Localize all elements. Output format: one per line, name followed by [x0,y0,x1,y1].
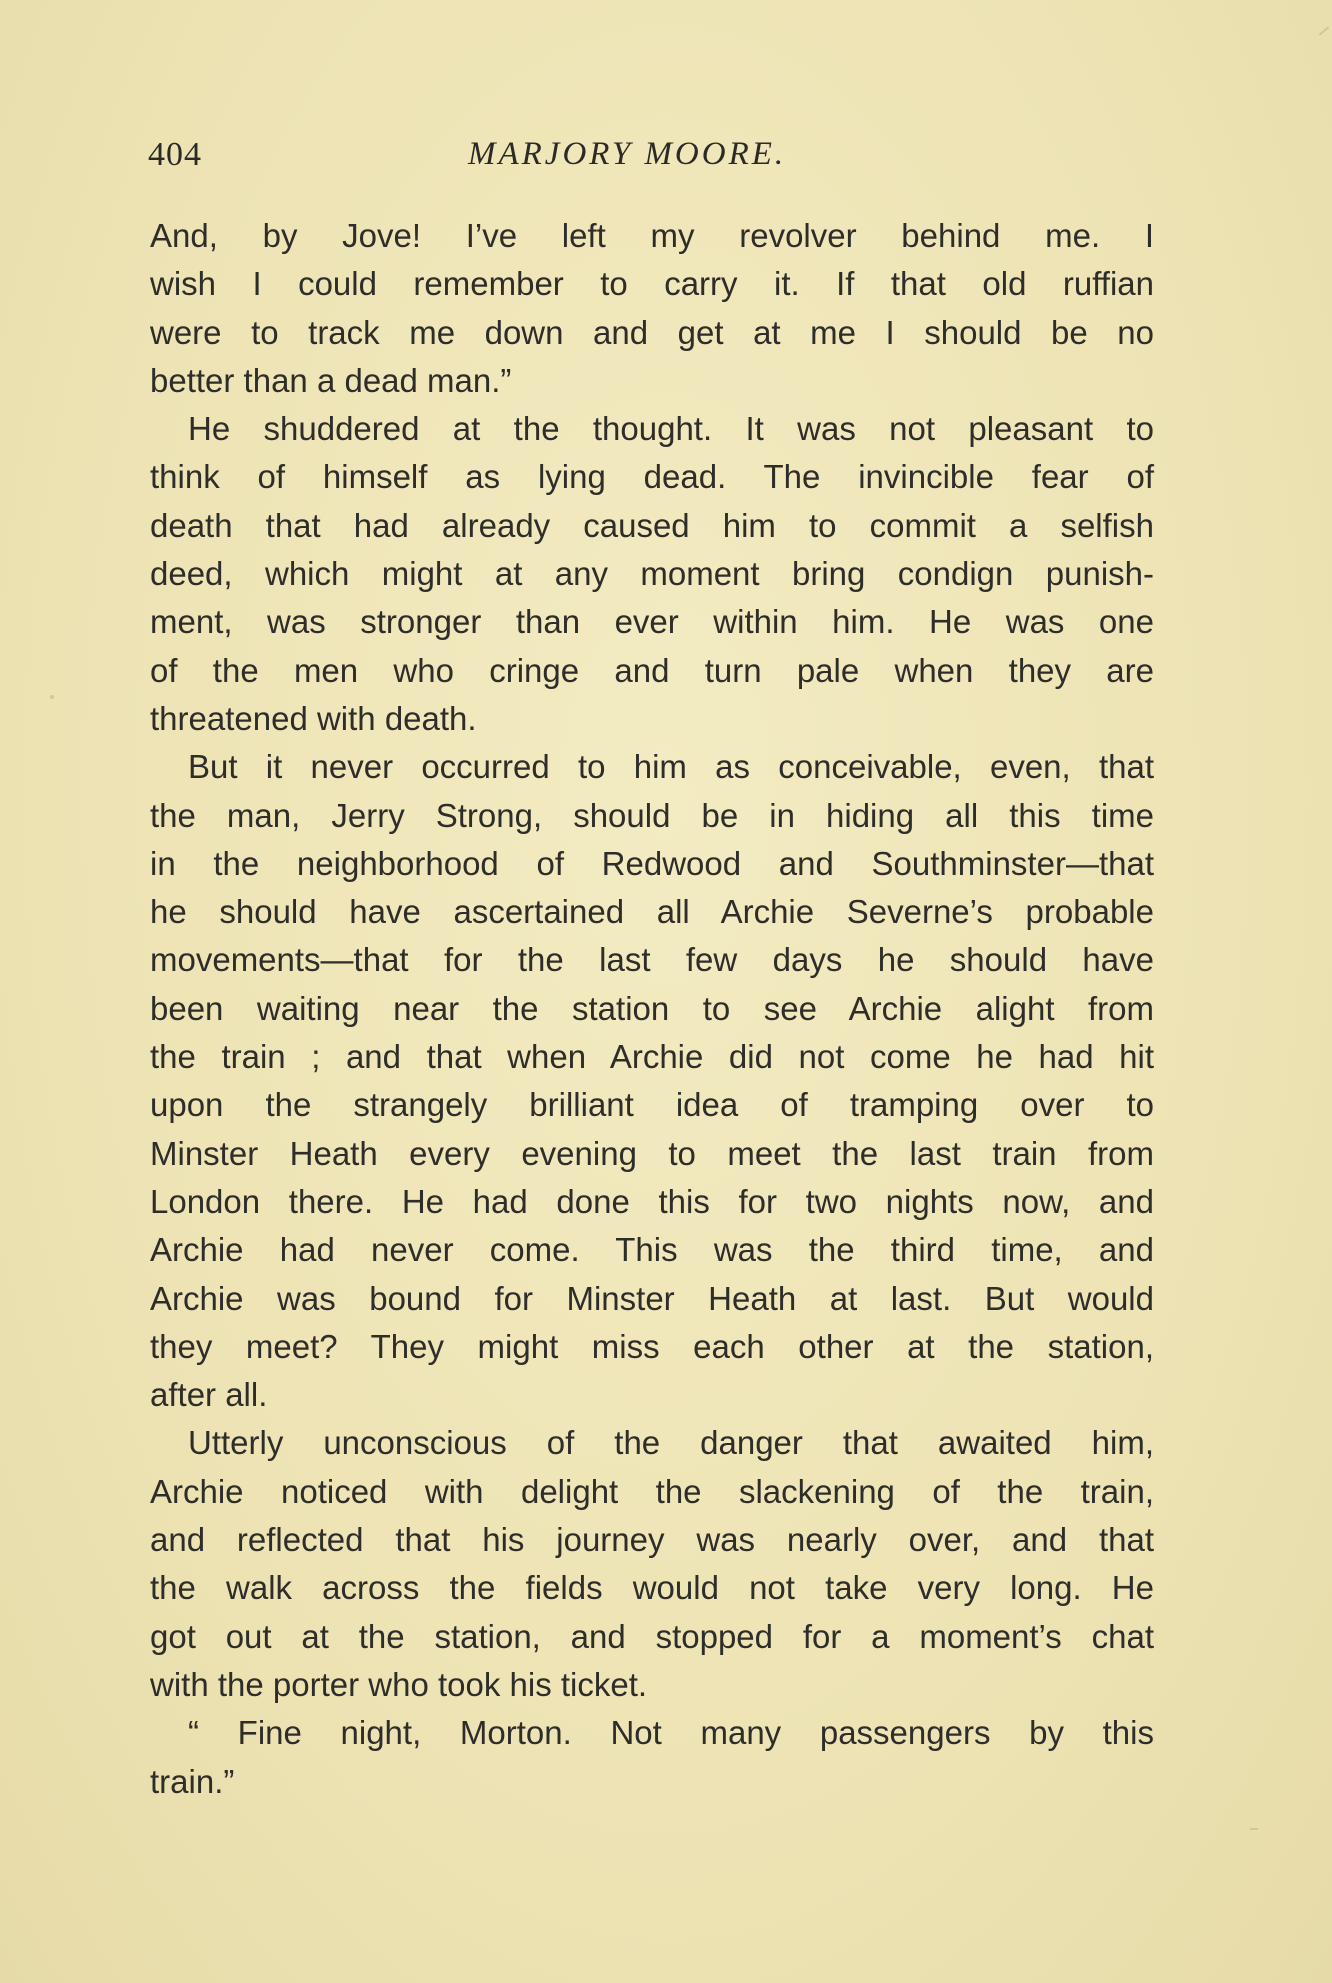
text-line: Archie had never come. This was the third time, and [150,1231,1154,1269]
text-line: the walk across the fields would not take very long. He [150,1569,1154,1607]
text-line: he should have ascertained all Archie Severne’s probable [150,893,1154,931]
text-line: And, by Jove! I’ve left my revolver behind me. I [150,217,1154,254]
page-header [148,136,1148,186]
text-line: ment, was stronger than ever within him. He was one [150,603,1154,641]
text-line: in the neighborhood of Redwood and Southminster—that [150,844,1154,882]
text-line: the man, Jerry Strong, should be in hiding all this time [150,796,1154,834]
text-line: got out at the station, and stopped for a moment’s chat [150,1617,1154,1655]
text-line: train.” [150,1762,235,1800]
text-line: better than a dead man.” [150,361,512,399]
text-line: deed, which might at any moment bring condign punish- [150,555,1154,593]
text-line: they meet? They might miss each other at the station, [150,1327,1154,1365]
text-line: think of himself as lying dead. The invincible fear of [150,458,1154,496]
text-line: movements—that for the last few days he should have [150,941,1154,979]
text-line: But it never occurred to him as conceivable, even, that [188,748,1154,786]
text-line: were to track me down and get at me I should be no [150,313,1154,351]
text-line: Archie was bound for Minster Heath at last. But would [150,1279,1154,1317]
text-line: wish I could remember to carry it. If that old ruffian [150,265,1154,303]
text-line: of the men who cringe and turn pale when they are [150,651,1154,689]
text-line: threatened with death. [150,699,477,737]
page-number: 404 [148,136,202,173]
text-line: been waiting near the station to see Archie alight from [150,989,1154,1027]
paper-mark [1319,26,1329,35]
text-line: London there. He had done this for two nights now, and [150,1182,1154,1220]
text-line: after all. [150,1376,268,1414]
paper-mark [50,695,54,699]
text-line: Utterly unconscious of the danger that awaited him, [188,1424,1154,1462]
paper-mark [1250,1828,1258,1830]
body-text [150,212,1154,1806]
text-line: with the porter who took his ticket. [150,1665,648,1703]
text-line: and reflected that his journey was nearly over, and that [150,1521,1154,1559]
running-title: MARJORY MOORE. [468,136,787,172]
text-line: death that had already caused him to commit a selfish [150,506,1154,544]
text-line: He shuddered at the thought. It was not pleasant to [188,410,1154,448]
text-line: “ Fine night, Morton. Not many passengers by this [188,1714,1154,1752]
text-line: Archie noticed with delight the slackening of the train, [150,1472,1154,1510]
text-line: upon the strangely brilliant idea of tramping over to [150,1086,1154,1124]
text-line: the train ; and that when Archie did not come he had hit [150,1038,1154,1076]
text-line: Minster Heath every evening to meet the last train from [150,1134,1154,1172]
